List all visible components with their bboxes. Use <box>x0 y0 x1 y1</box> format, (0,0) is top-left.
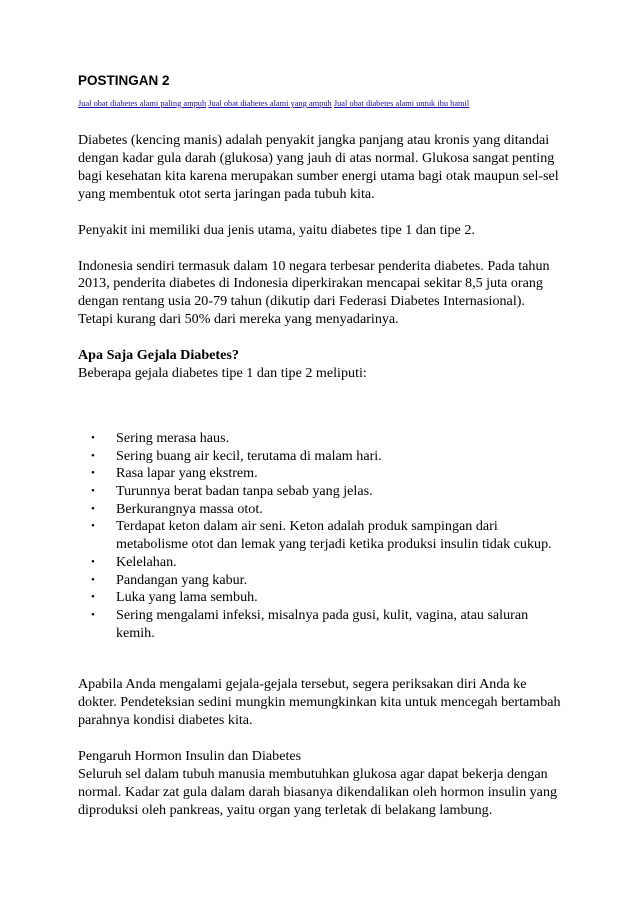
symptom-text: Luka yang lama sembuh. <box>116 589 258 606</box>
bullet-icon: • <box>91 591 95 604</box>
bullet-icon: • <box>91 502 95 515</box>
document-page <box>78 73 562 820</box>
symptom-text: Rasa lapar yang ekstrem. <box>116 465 258 482</box>
list-item <box>78 554 562 572</box>
bullet-icon: • <box>91 467 95 480</box>
symptoms-list <box>78 430 562 642</box>
paragraph-intro: Diabetes (kencing manis) adalah penyakit jangka panjang atau kronis yang ditandai dengan kadar gula darah (glukosa) yang jauh di atas normal. Glukosa sangat penting bagi kesehatan kita karena merupakan sumber energi utama bagi otak maupun sel-sel yang membentuk otot serta jaringan pada tubuh kita. <box>78 132 559 202</box>
symptom-text: Terdapat keton dalam air seni. Keton adalah produk sampingan dari metabolisme otot dan lemak yang terjadi ketika produksi insulin tidak cukup. <box>116 518 552 553</box>
list-item <box>78 589 562 607</box>
bullet-icon: • <box>91 520 95 533</box>
symptom-text: Berkurangnya massa otot. <box>116 500 263 517</box>
list-item <box>78 518 562 553</box>
link-row <box>78 99 562 109</box>
symptoms-intro: Beberapa gejala diabetes tipe 1 dan tipe 2 meliputi: <box>78 365 367 382</box>
insulin-title: Pengaruh Hormon Insulin dan Diabetes <box>78 748 302 765</box>
bullet-icon: • <box>91 485 95 498</box>
list-item <box>78 572 562 590</box>
symptom-text: Sering merasa haus. <box>116 429 230 446</box>
list-item <box>78 448 562 466</box>
symptom-text: Sering mengalami infeksi, misalnya pada gusi, kulit, vagina, atau saluran kemih. <box>116 607 529 641</box>
link-jual-obat-ibu-hamil[interactable]: Jual obat diabetes alami untuk ibu hamil <box>333 99 470 108</box>
paragraph-types: Penyakit ini memiliki dua jenis utama, yaitu diabetes tipe 1 dan tipe 2. <box>78 221 475 238</box>
link-jual-obat-yang-ampuh[interactable]: Jual obat diabetes alami yang ampuh <box>208 99 332 108</box>
list-item <box>78 430 562 448</box>
symptoms-title: Apa Saja Gejala Diabetes? <box>78 347 239 364</box>
list-item <box>78 501 562 519</box>
bullet-icon: • <box>91 609 95 621</box>
post-heading: POSTINGAN 2 <box>78 73 170 88</box>
paragraph-advice: Apabila Anda mengalami gejala-gejala tersebut, segera periksakan diri Anda ke dokter. Pendeteksian sedini mungkin memungkinkan kita untuk mencegah bertambah parahnya kondisi diabetes kita. <box>78 676 561 729</box>
bullet-icon: • <box>91 573 95 586</box>
bullet-icon: • <box>91 555 95 568</box>
symptom-text: Sering buang air kecil, terutama di malam hari. <box>116 447 382 464</box>
list-item <box>78 483 562 501</box>
bullet-icon: • <box>91 431 95 444</box>
list-item <box>78 607 562 642</box>
paragraph-indonesia: Indonesia sendiri termasuk dalam 10 negara terbesar penderita diabetes. Pada tahun 2013, penderita diabetes di Indonesia diperkirakan mencapai sekitar 8,5 juta orang dengan rentang usia 20-79 tahun (dikutip dari Federasi Diabetes Internasional). Tetapi kurang dari 50% dari mereka yang menyadarinya. <box>78 257 550 328</box>
link-jual-obat-paling-ampuh[interactable]: Jual obat diabetes alami paling ampuh <box>78 99 207 108</box>
symptom-text: Pandangan yang kabur. <box>116 571 248 588</box>
bullet-icon: • <box>91 449 95 462</box>
symptom-text: Kelelahan. <box>116 553 177 570</box>
list-item <box>78 465 562 483</box>
paragraph-insulin: Seluruh sel dalam tubuh manusia membutuhkan glukosa agar dapat bekerja dengan normal. Kadar zat gula dalam darah biasanya dikendalikan oleh hormon insulin yang diproduksi oleh pankreas, yaitu organ yang terletak di belakang lambung. <box>78 766 558 818</box>
symptom-text: Turunnya berat badan tanpa sebab yang jelas. <box>116 483 373 500</box>
